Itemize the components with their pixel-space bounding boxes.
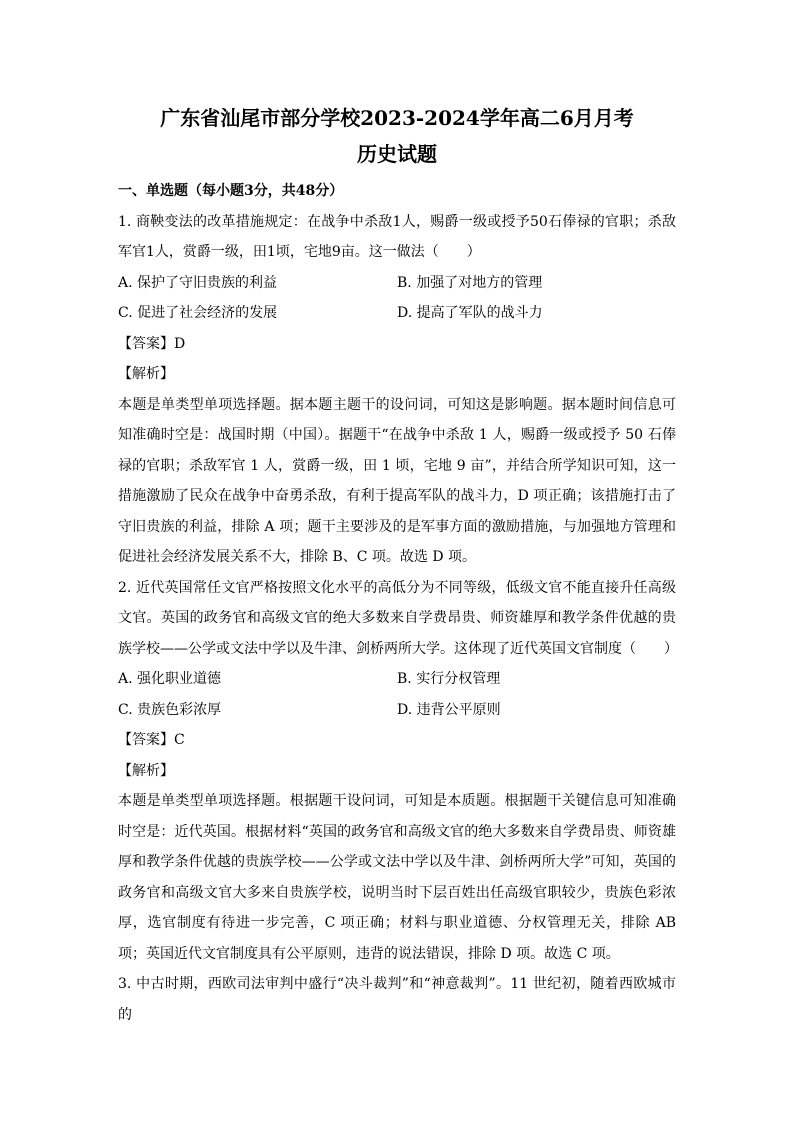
document-subtitle: 历史试题 [357,142,437,166]
question-1-options-row-1 [118,268,676,299]
question-2-options-row-2 [118,695,676,726]
question-1-option-a: A. 保护了守旧贵族的利益 [118,274,278,291]
question-1-option-d: D. 提高了军队的战斗力 [397,305,543,321]
question-1 [118,207,676,573]
question-1-stem: 1. 商鞅变法的改革措施规定：在战争中杀敌1人，赐爵一级或授予50石俸禄的官职；杀敌军官1人，赏爵一级，田1顷，宅地9亩。这一做法（ ） [118,213,676,260]
question-1-option-b: B. 加强了对地方的管理 [397,274,543,291]
question-3 [118,969,676,1030]
question-1-analysis: 本题是单类型单项选择题。据本题主题干的设问词，可知这是影响题。据本题时间信息可知准确时空是：战国时期（中国）。据题干“在战争中杀敌 1 人，赐爵一级或授予 50 石俸禄的官职；杀敌军官 1 人，赏爵一级，田 1 顷，宅地 9 亩”，并结合所学知识可知，这一措施激励了民众在战争中奋勇杀敌，有利于提高军队的战斗力，D 项正确；该措施打击了守旧贵族的利益，排除 A 项；题干主要涉及的是军事方面的激励措施，与加强地方管理和促进社会经济发展关系不大，排除 B、C 项。故选 D 项。 [118,396,676,565]
question-1-options-row-2 [118,298,676,329]
question-2-stem: 2. 近代英国常任文官严格按照文化水平的高低分为不同等级，低级文官不能直接升任高级文官。英国的政务官和高级文官的绝大多数来自学费昂贵、师资雄厚和教学条件优越的贵族学校——公学或文法中学以及牛津、剑桥两所大学。这体现了近代英国文官制度（ ） [118,579,678,657]
question-2-analysis-label: 【解析】 [118,762,174,779]
question-1-analysis-label: 【解析】 [118,366,174,382]
question-2-analysis: 本题是单类型单项选择题。根据题干设问词，可知是本质题。根据题干关键信息可知准确时空是：近代英国。根据材料“英国的政务官和高级文官的绝大多数来自学费昂贵、师资雄厚和教学条件优越的贵族学校——公学或文法中学以及牛津、剑桥两所大学”可知，英国的政务官和高级文官大多来自贵族学校，说明当时下层百姓出任高级官职较少，贵族色彩浓厚，选官制度有待进一步完善，C 项正确；材料与职业道德、分权管理无关，排除 AB 项；英国近代文官制度具有公平原则，违背的说法错误，排除 D 项。故选 C 项。 [118,793,676,962]
question-2-option-d: D. 违背公平原则 [397,701,501,718]
question-1-option-c: C. 促进了社会经济的发展 [118,305,278,321]
question-2-options-row-1 [118,664,676,695]
question-2-answer: 【答案】C [118,732,185,748]
question-3-stem: 3. 中古时期，西欧司法审判中盛行“决斗裁判”和“神意裁判”。11 世纪初，随着西欧城市的 [118,976,676,1023]
question-2-option-a: A. 强化职业道德 [118,671,222,687]
question-2-option-c: C. 贵族色彩浓厚 [118,701,222,718]
question-2 [118,573,676,970]
question-1-answer: 【答案】D [118,335,186,352]
section-heading: 一、单选题（每小题3分，共48分） [118,183,344,199]
question-2-option-b: B. 实行分权管理 [397,671,501,687]
document-title: 广东省汕尾市部分学校2023-2024学年高二6月月考 [160,106,634,130]
